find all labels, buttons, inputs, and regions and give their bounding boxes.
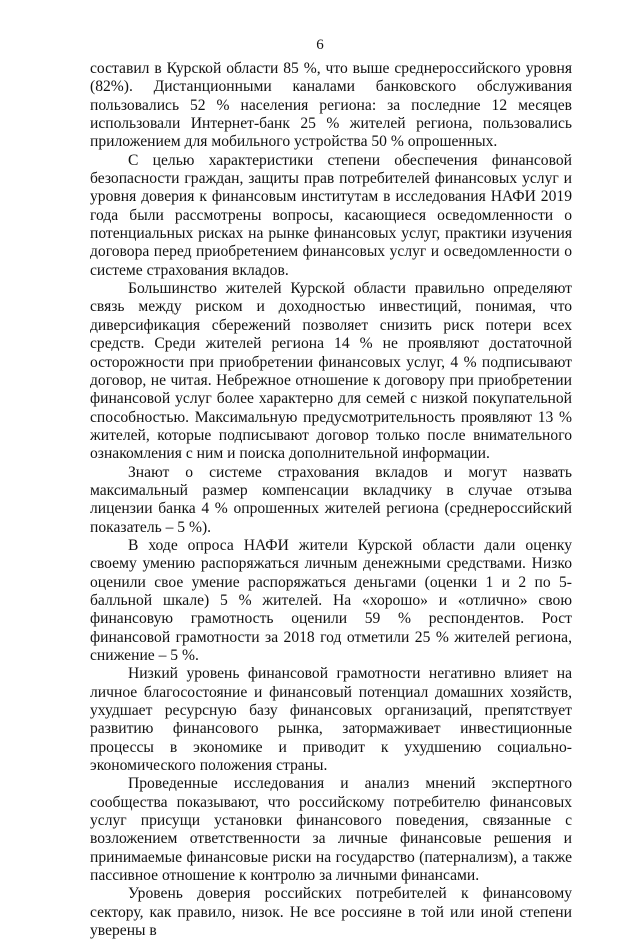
paragraph-risk-awareness: Большинство жителей Курской области правильно определяют связь между риском и доходностью инвестиций, понимая, что диверсификация сбережений позволяет снизить риск потери всех средств. Среди жителей региона 14 % не проявляют достаточной осторожности при приобретении финансовых услуг, 4 % подписывают договор, не читая. Небрежное отношение к договору при приобретении финансовой услуг более характерно для семей с низкой покупательной способностью. Максимальную предусмотрительность проявляют 13 % жителей, которые подписывают договор только после внимательного ознакомления с ним и поиска дополнительной информации. — [90, 280, 572, 463]
paragraph-internet-banking: составил в Курской области 85 %, что выше среднероссийского уровня (82%). Дистанционными каналами банковского обслуживания пользовались 52 % населения региона: за последние 12 месяцев использовали Интернет-банк 25 % жителей региона, пользовались приложением для мобильного устройства 50 % опрошенных. — [90, 60, 572, 151]
paragraph-expert-analysis: Проведенные исследования и анализ мнений экспертного сообщества показывают, что российскому потребителю финансовых услуг присущи установки финансового поведения, связанные с возложением ответственности за личные финансовые решения и принимаемые финансовые риски на государство (патернализм), а также пассивное отношение к контролю за личными финансами. — [90, 775, 572, 885]
paragraph-self-assessment: В ходе опроса НАФИ жители Курской области дали оценку своему умению распоряжаться личным денежными средствами. Низко оценили свое умение распоряжаться деньгами (оценки 1 и 2 по 5-балльной шкале) 5 % жителей. На «хорошо» и «отлично» свою финансовую грамотность оценили 59 % респондентов. Рост финансовой грамотности за 2018 год отметили 25 % жителей региона, снижение – 5 %. — [90, 536, 572, 664]
page-number: 6 — [316, 37, 324, 53]
paragraph-financial-security: С целью характеристики степени обеспечения финансовой безопасности граждан, защиты прав потребителей финансовых услуг и уровня доверия к финансовым институтам в исследования НАФИ 2019 года были рассмотрены вопросы, касающиеся осведомленности о потенциальных рисках на рынке финансовых услуг, практики изучения договора перед приобретением финансовых услуг и осведомленности о системе страхования вкладов. — [90, 151, 572, 279]
paragraph-trust-level: Уровень доверия российских потребителей к финансовому сектору, как правило, низок. Не все россияне в той или иной степени уверены в — [90, 885, 572, 940]
paragraph-low-literacy-impact: Низкий уровень финансовой грамотности негативно влияет на личное благосостояние и финансовый потенциал домашних хозяйств, ухудшает ресурсную базу финансовых организаций, препятствует развитию финансового рынка, затормаживает инвестиционные процессы в экономике и приводит к ухудшению социально-экономического положения страны. — [90, 665, 572, 775]
document-body — [90, 60, 572, 941]
paragraph-deposit-insurance: Знают о системе страхования вкладов и могут назвать максимальный размер компенсации вкладчику в случае отзыва лицензии банка 4 % опрошенных жителей региона (среднероссийский показатель – 5 %). — [90, 463, 572, 536]
